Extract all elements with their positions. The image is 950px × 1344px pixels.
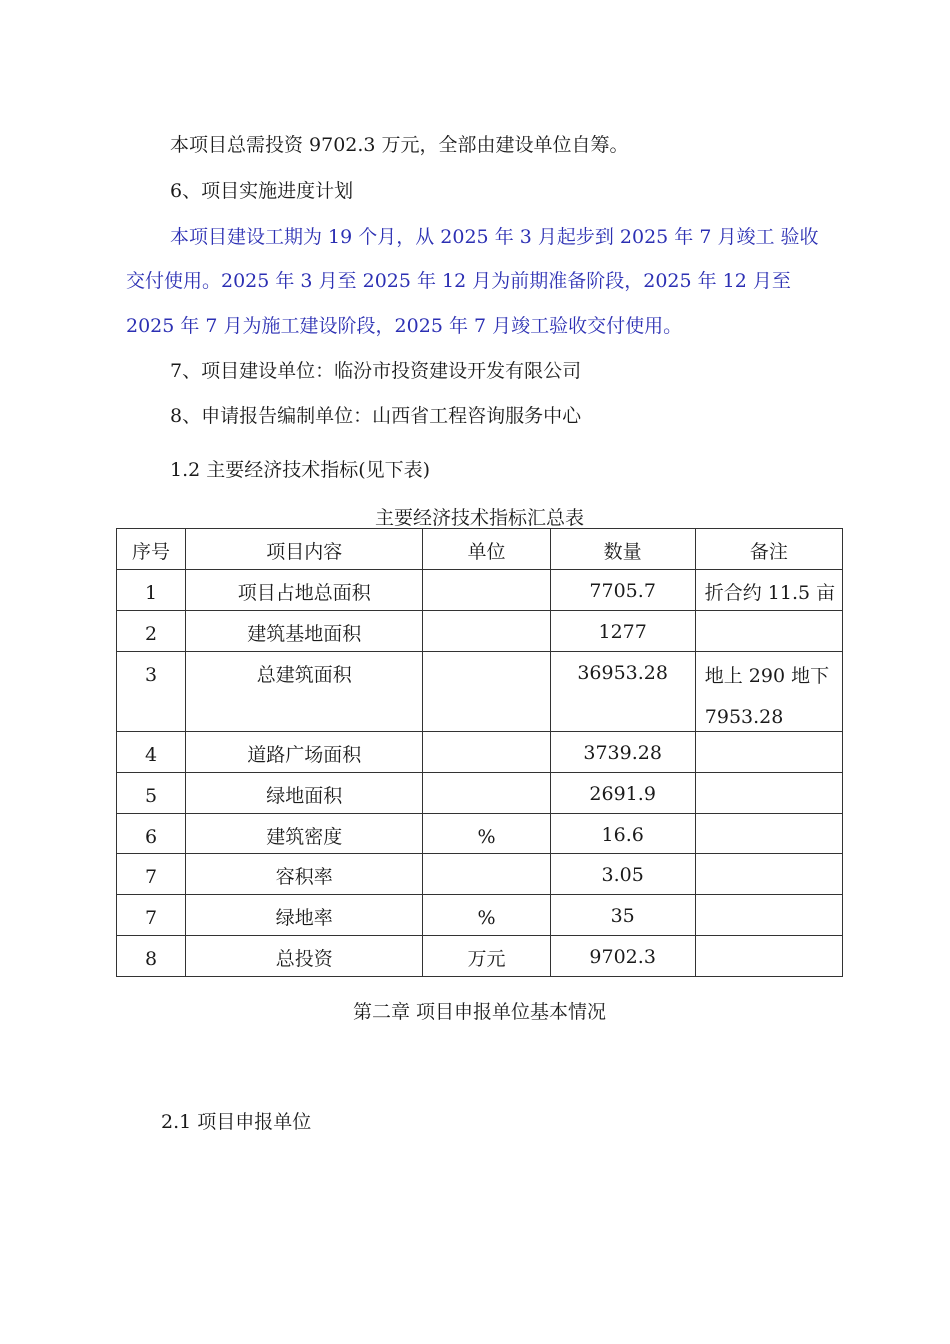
table-row xyxy=(117,773,843,814)
row-qty: 35 xyxy=(610,905,635,927)
table-header-row xyxy=(117,529,843,570)
row-note: 折合约 11.5 亩 xyxy=(704,582,836,604)
row-note xyxy=(696,773,842,784)
report-unit-paragraph: 8、申请报告编制单位：山西省工程咨询服务中心 xyxy=(170,405,582,427)
row-item: 容积率 xyxy=(275,866,333,888)
row-note xyxy=(696,611,842,622)
table-row xyxy=(117,732,843,773)
table-row xyxy=(117,936,843,977)
row-item: 总建筑面积 xyxy=(256,664,352,686)
row-unit: 万元 xyxy=(467,948,506,970)
row-no: 1 xyxy=(145,582,158,604)
header-cell xyxy=(117,529,186,570)
header-item: 项目内容 xyxy=(266,541,343,563)
section-title: 2.1 项目申报单位 xyxy=(161,1111,312,1133)
header-qty: 数量 xyxy=(603,541,642,563)
table-caption: 主要经济技术指标汇总表 xyxy=(374,507,584,529)
row-unit xyxy=(423,854,549,865)
row-item: 绿地率 xyxy=(275,907,333,929)
schedule-paragraph-line-3: 2025 年 7 月为施工建设阶段，2025 年 7 月竣工验收交付使用。 xyxy=(126,315,683,337)
row-qty: 3.05 xyxy=(601,864,644,886)
indicators-heading: 1.2 主要经济技术指标(见下表) xyxy=(170,459,431,481)
row-item: 总投资 xyxy=(275,948,333,970)
header-cell xyxy=(186,529,423,570)
row-note-continued: 7953.28 xyxy=(704,706,784,728)
row-no: 8 xyxy=(145,948,158,970)
row-unit xyxy=(423,570,549,581)
row-item: 绿地面积 xyxy=(266,785,343,807)
table-row xyxy=(117,814,843,854)
row-note xyxy=(696,732,842,743)
table-row xyxy=(117,570,843,611)
row-no: 7 xyxy=(145,907,158,929)
header-cell xyxy=(695,529,842,570)
header-cell xyxy=(550,529,695,570)
row-unit xyxy=(423,652,549,663)
row-unit: % xyxy=(477,826,496,848)
row-qty: 36953.28 xyxy=(577,662,668,684)
chapter-title: 第二章 项目申报单位基本情况 xyxy=(352,1001,607,1023)
builder-paragraph: 7、项目建设单位：临汾市投资建设开发有限公司 xyxy=(170,360,582,382)
row-qty: 2691.9 xyxy=(589,783,656,805)
row-note xyxy=(696,814,842,825)
row-qty: 1277 xyxy=(598,621,647,643)
header-no: 序号 xyxy=(132,541,171,563)
header-cell xyxy=(423,529,550,570)
schedule-paragraph-line-1: 本项目建设工期为 19 个月，从 2025 年 3 月起步到 2025 年 7 月竣工 验收 xyxy=(170,226,819,248)
row-unit xyxy=(423,611,549,622)
row-qty: 9702.3 xyxy=(589,946,656,968)
table-row xyxy=(117,652,843,732)
row-note xyxy=(696,936,842,947)
row-unit xyxy=(423,773,549,784)
row-no: 3 xyxy=(145,664,158,686)
row-no: 6 xyxy=(145,826,158,848)
row-unit xyxy=(423,732,549,743)
schedule-paragraph-line-2: 交付使用。2025 年 3 月至 2025 年 12 月为前期准备阶段，2025 年 12 月至 xyxy=(126,270,791,292)
table-row xyxy=(117,854,843,895)
indicators-table xyxy=(116,528,843,977)
row-no: 5 xyxy=(145,785,158,807)
row-no: 2 xyxy=(145,623,158,645)
row-item: 道路广场面积 xyxy=(247,744,362,766)
header-note: 备注 xyxy=(749,541,788,563)
row-qty: 3739.28 xyxy=(583,742,662,764)
header-unit: 单位 xyxy=(467,541,506,563)
table-row xyxy=(117,611,843,652)
row-no: 4 xyxy=(145,744,158,766)
row-item: 建筑密度 xyxy=(266,826,343,848)
row-qty: 16.6 xyxy=(601,824,644,846)
row-note: 地上 290 地下 xyxy=(704,665,830,687)
table-row xyxy=(117,895,843,936)
row-qty: 7705.7 xyxy=(589,580,656,602)
row-no: 7 xyxy=(145,866,158,888)
row-note xyxy=(696,895,842,906)
row-item: 项目占地总面积 xyxy=(237,582,371,604)
funding-paragraph: 本项目总需投资 9702.3 万元，全部由建设单位自筹。 xyxy=(170,134,629,156)
row-note xyxy=(696,854,842,865)
row-item: 建筑基地面积 xyxy=(247,623,362,645)
row-unit: % xyxy=(477,907,496,929)
schedule-heading: 6、项目实施进度计划 xyxy=(170,180,354,202)
